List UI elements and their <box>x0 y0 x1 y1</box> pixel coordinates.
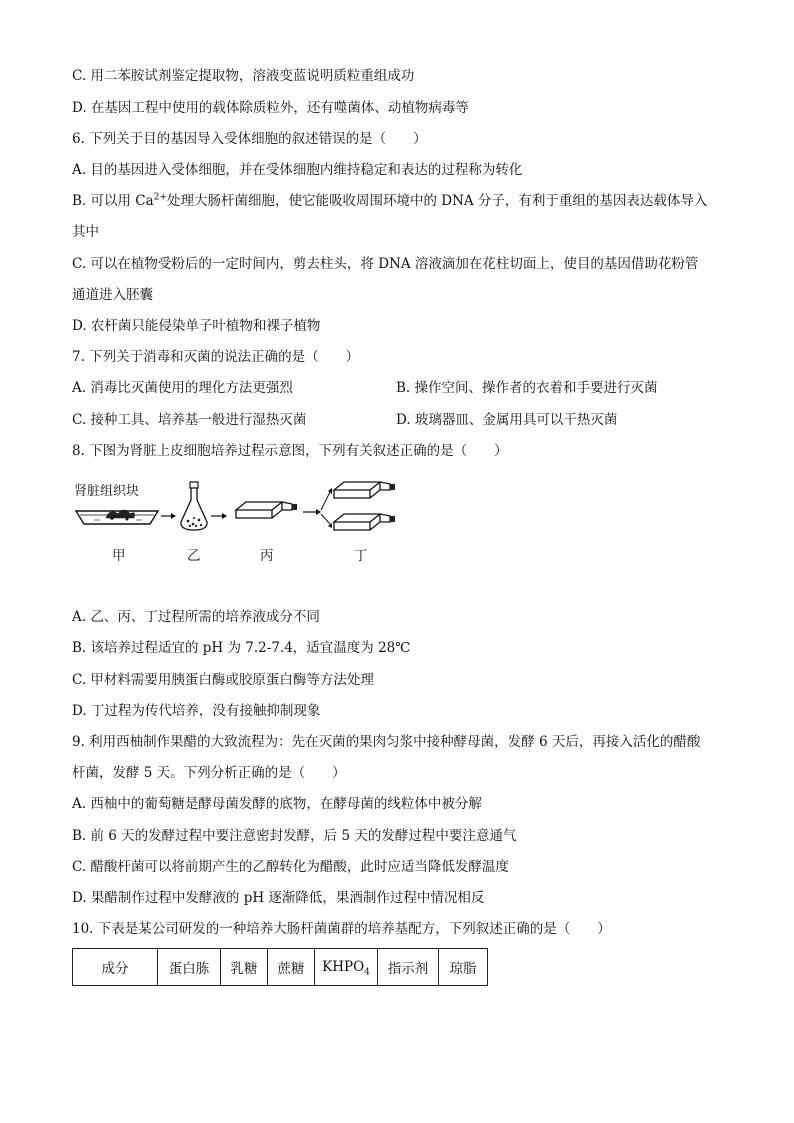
q9-stem-line1: 9. 利用西柚制作果醋的大致流程为：先在灭菌的果肉匀浆中接种酵母菌，发酵 6 天后，再接入活化的醋酸 <box>72 734 701 750</box>
label-bing: 丙 <box>260 548 274 564</box>
q6-b-post: 处理大肠杆菌细胞，使它能吸收周围环境中的 DNA 分子，有利于重组的基因表达载体导入 <box>166 193 708 209</box>
table-cell: 指示剂 <box>378 949 439 986</box>
q6-stem: 6. 下列关于目的基因导入受体细胞的叙述错误的是（ ） <box>72 131 427 147</box>
q6-option-c-line1: C. 可以在植物受粉后的一定时间内，剪去柱头，将 DNA 溶液滴加在花柱切面上，使目的基因借助花粉管 <box>72 256 699 272</box>
q10-stem: 10. 下表是某公司研发的一种培养大肠杆菌菌群的培养基配方，下列叙述正确的是（ ） <box>72 921 611 937</box>
q6-b-charge: 2+ <box>153 192 167 203</box>
label-ding: 丁 <box>354 548 368 564</box>
q7-option-c: C. 接种工具、培养基一般进行湿热灭菌 <box>72 412 307 428</box>
q6-option-c-line2: 通道进入胚囊 <box>72 287 153 303</box>
q5-option-d: D. 在基因工程中使用的载体除质粒外，还有噬菌体、动植物病毒等 <box>72 100 469 116</box>
q6-option-b-line2: 其中 <box>72 224 99 240</box>
q6-option-a: A. 目的基因进入受体细胞，并在受体细胞内维持稳定和表达的过程称为转化 <box>72 162 523 178</box>
q8-option-b: B. 该培养过程适宜的 pH 为 7.2-7.4，适宜温度为 28℃ <box>72 640 411 656</box>
q6-b-pre: B. 可以用 Ca <box>72 193 154 209</box>
table-cell <box>315 949 378 986</box>
q8-stem: 8. 下图为肾脏上皮细胞培养过程示意图，下列有关叙述正确的是（ ） <box>72 443 508 459</box>
khpo-subscript: 4 <box>364 967 370 978</box>
q6-option-b-line1 <box>72 191 707 211</box>
table-cell: 蛋白胨 <box>158 949 221 986</box>
q6-option-d: D. 农杆菌只能侵染单子叶植物和裸子植物 <box>72 318 321 334</box>
label-jia: 甲 <box>112 548 126 564</box>
q7-stem: 7. 下列关于消毒和灭菌的说法正确的是（ ） <box>72 349 360 365</box>
q8-option-a: A. 乙、丙、丁过程所需的培养液成分不同 <box>72 609 320 625</box>
arrow-2 <box>211 513 227 519</box>
q8-option-d: D. 丁过程为传代培养，没有接触抑制现象 <box>72 703 321 719</box>
q9-stem-line2: 杆菌，发酵 5 天。下列分析正确的是（ ） <box>72 765 346 781</box>
khpo-text: KHPO <box>322 959 365 975</box>
table-cell: 琼脂 <box>439 949 488 986</box>
q7-option-a: A. 消毒比灭菌使用的理化方法更强烈 <box>72 380 293 396</box>
table-cell: 成分 <box>73 949 158 986</box>
table-cell: 乳糖 <box>221 949 268 986</box>
tissue-label: 肾脏组织块 <box>74 484 140 499</box>
culture-process-diagram <box>70 474 410 569</box>
label-yi: 乙 <box>187 548 201 564</box>
flask-yi <box>181 482 207 530</box>
q9-option-b: B. 前 6 天的发酵过程中要注意密封发酵，后 5 天的发酵过程中要注意通气 <box>72 828 517 844</box>
bottles-ding <box>321 482 395 530</box>
q9-option-c: C. 醋酸杆菌可以将前期产生的乙醇转化为醋酸，此时应适当降低发酵温度 <box>72 859 509 875</box>
table-row <box>73 949 488 986</box>
table-cell: 蔗糖 <box>268 949 315 986</box>
q8-option-c: C. 甲材料需要用胰蛋白酶或胶原蛋白酶等方法处理 <box>72 672 374 688</box>
dish-jia <box>76 510 158 524</box>
q7-option-d: D. 玻璃器皿、金属用具可以干热灭菌 <box>396 412 618 428</box>
q9-option-a: A. 西柚中的葡萄糖是酵母菌发酵的底物，在酵母菌的线粒体中被分解 <box>72 796 482 812</box>
bottle-bing <box>236 502 297 518</box>
arrow-1 <box>161 513 176 519</box>
q5-option-c: C. 用二苯胺试剂鉴定提取物，溶液变蓝说明质粒重组成功 <box>72 68 415 84</box>
q9-option-d: D. 果醋制作过程中发酵液的 pH 逐渐降低，果酒制作过程中情况相反 <box>72 890 485 906</box>
arrow-3 <box>303 509 321 515</box>
medium-recipe-table <box>72 948 488 986</box>
q7-option-b: B. 操作空间、操作者的衣着和手要进行灭菌 <box>396 380 658 396</box>
